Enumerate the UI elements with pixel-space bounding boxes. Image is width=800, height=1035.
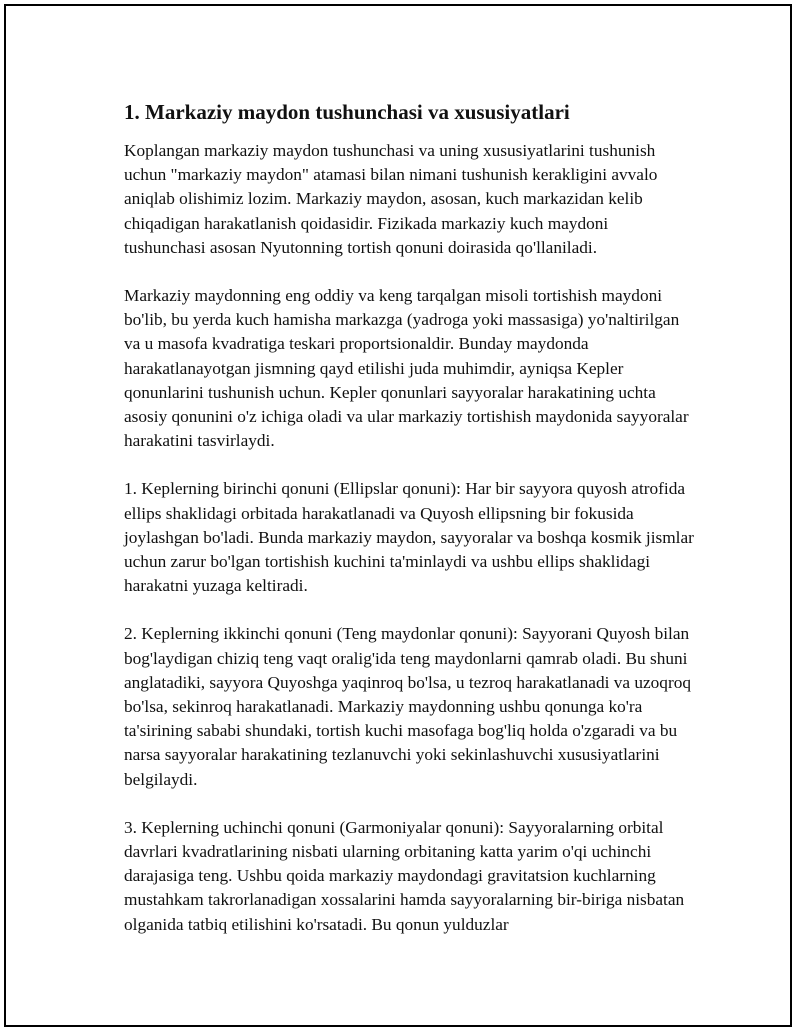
paragraph-kepler-first-law: 1. Keplerning birinchi qonuni (Ellipslar qonuni): Har bir sayyora quyosh atrofida ellips shaklidagi orbitada harakatlanadi va Quyosh ellipsning bir fokusida joylashgan bo'ladi. Bunda markaziy maydon, sayyoralar va boshqa kosmik jismlar uchun zarur bo'lgan tortishish kuchini ta'minlaydi va ushbu ellips shaklidagi harakatni yuzaga keltiradi. — [124, 479, 694, 596]
document-body — [124, 99, 694, 961]
paragraph-kepler-third-law: 3. Keplerning uchinchi qonuni (Garmoniyalar qonuni): Sayyoralarning orbital davrlari kvadratlarining nisbati ularning orbitaning katta yarim o'qi uchinchi darajasiga teng. Ushbu qoida markaziy maydondagi gravitatsion kuchlarning mustahkam takrorlanadigan xossalarini hamda sayyoralarning bir-biriga nisbatan olganida tatbiq etilishini ko'rsatadi. Bu qonun yulduzlar — [124, 817, 685, 934]
paragraph-kepler-second-law: 2. Keplerning ikkinchi qonuni (Teng maydonlar qonuni): Sayyorani Quyosh bilan bog'laydigan chiziq teng vaqt oralig'ida teng maydonlarni qamrab oladi. Bu shuni anglatadiki, sayyora Quyoshga yaqinroq bo'lsa, u tezroq harakatlanadi va uzoqroq bo'lsa, sekinroq harakatlanadi. Markaziy maydonning ushbu qonunga ko'ra ta'sirining sababi shundaki, tortish kuchi masofaga bog'liq holda o'zgaradi va bu narsa sayyoralar harakatining tezlanuvchi yoki sekinlashuvchi xususiyatlarini belgilaydi. — [124, 624, 691, 789]
page-frame — [4, 4, 792, 1027]
paragraph-intro: Koplangan markaziy maydon tushunchasi va uning xususiyatlarini tushunish uchun "markaziy maydon" atamasi bilan nimani tushunish kerakligini avvalo aniqlab olishimiz lozim. Markaziy maydon, asosan, kuch markazidan kelib chiqadigan harakatlanish qoidasidir. Fizikada markaziy kuch maydoni tushunchasi asosan Nyutonning tortish qonuni doirasida qo'llaniladi. — [124, 141, 658, 257]
paragraph-gravity-field: Markaziy maydonning eng oddiy va keng tarqalgan misoli tortishish maydoni bo'lib, bu yerda kuch hamisha markazga (yadroga yoki massasiga) yo'naltirilgan va u masofa kvadratiga teskari proportsionaldir. Bunday maydonda harakatlanayotgan jismning qayd etilishi juda muhimdir, ayniqsa Kepler qonunlarini tushunish uchun. Kepler qonunlari sayyoralar harakatining uchta asosiy qonunini o'z ichiga oladi va ular markaziy tortishish maydonida sayyoralar harakatini tasvirlaydi. — [124, 286, 689, 451]
section-heading: 1. Markaziy maydon tushunchasi va xususiyatlari — [124, 100, 570, 124]
